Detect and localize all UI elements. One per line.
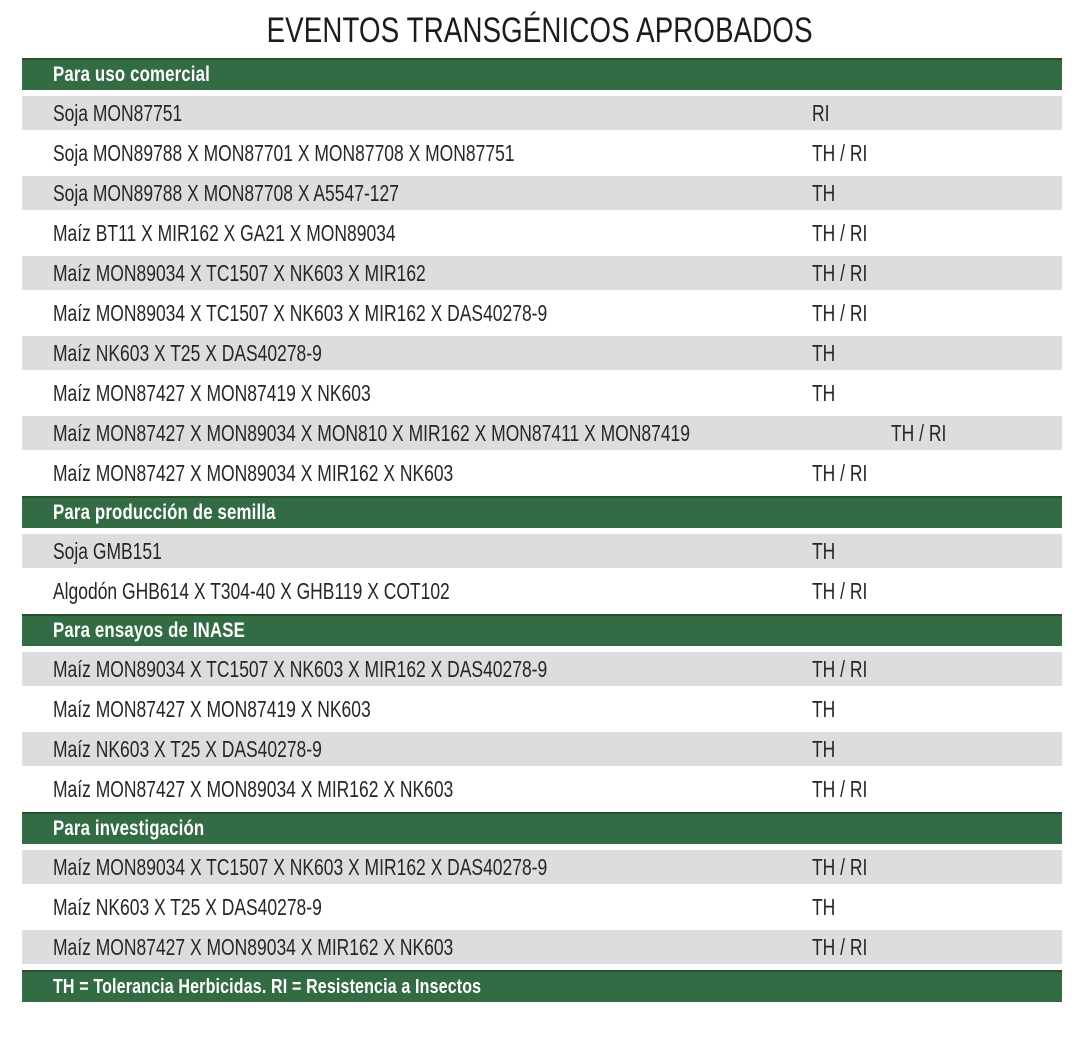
event-name: Maíz MON87427 X MON89034 X MON810 X MIR162 X MON87411 X MON87419 <box>53 419 691 446</box>
event-name-cell <box>22 578 812 605</box>
event-name-cell <box>22 776 812 803</box>
table-row <box>22 534 1062 568</box>
trait-tag: TH / RI <box>812 775 868 802</box>
event-name-cell <box>22 656 812 683</box>
trait-tag-cell <box>812 736 1062 763</box>
event-name: Maíz NK603 X T25 X DAS40278-9 <box>53 339 322 366</box>
event-name-cell <box>22 894 812 921</box>
event-name: Algodón GHB614 X T304-40 X GHB119 X COT102 <box>53 577 450 604</box>
legend-container <box>22 970 1062 1002</box>
trait-tag: TH / RI <box>812 259 868 286</box>
trait-tag: TH <box>812 735 836 762</box>
event-name-cell <box>22 854 812 881</box>
table-row <box>22 416 1062 450</box>
event-name: Maíz MON87427 X MON89034 X MIR162 X NK603 <box>53 775 454 802</box>
event-name: Maíz MON87427 X MON89034 X MIR162 X NK603 <box>53 933 454 960</box>
event-name-cell <box>22 736 812 763</box>
trait-tag-cell <box>812 460 1062 487</box>
table-row <box>22 574 1062 608</box>
trait-tag-cell <box>812 100 1062 127</box>
trait-tag-cell <box>812 300 1062 327</box>
event-name-cell <box>22 538 812 565</box>
trait-tag-cell <box>812 934 1062 961</box>
trait-tag-cell <box>812 140 1062 167</box>
trait-tag-cell <box>812 776 1062 803</box>
table-row <box>22 96 1062 130</box>
trait-tag-cell <box>812 894 1062 921</box>
event-name: Maíz MON87427 X MON87419 X NK603 <box>53 695 371 722</box>
event-name: Soja MON89788 X MON87708 X A5547-127 <box>53 179 399 206</box>
table-row <box>22 692 1062 726</box>
event-name: Maíz MON87427 X MON87419 X NK603 <box>53 379 371 406</box>
trait-tag: TH / RI <box>891 419 947 446</box>
event-name-cell <box>22 260 812 287</box>
event-name-cell <box>22 300 812 327</box>
table-row <box>22 456 1062 490</box>
trait-tag: TH / RI <box>812 655 868 682</box>
section-header-label: Para ensayos de INASE <box>53 619 245 642</box>
event-name-cell <box>22 100 812 127</box>
section-header-label: Para producción de semilla <box>53 501 276 524</box>
event-name-cell <box>22 420 891 447</box>
table-row <box>22 376 1062 410</box>
table-row <box>22 136 1062 170</box>
trait-tag: TH / RI <box>812 933 868 960</box>
event-name: Maíz MON89034 X TC1507 X NK603 X MIR162 X DAS40278-9 <box>53 299 548 326</box>
table-row <box>22 216 1062 250</box>
section-header-label: Para uso comercial <box>53 63 210 86</box>
table-row <box>22 732 1062 766</box>
trait-tag-cell <box>812 180 1062 207</box>
trait-tag-cell <box>812 340 1062 367</box>
section-header-label: Para investigación <box>53 817 205 840</box>
event-name-cell <box>22 140 812 167</box>
section-header <box>22 614 1062 646</box>
trait-tag-cell <box>812 696 1062 723</box>
event-name: Soja MON87751 <box>53 99 183 126</box>
table-row <box>22 176 1062 210</box>
table-row <box>22 850 1062 884</box>
table-row <box>22 296 1062 330</box>
table-row <box>22 652 1062 686</box>
trait-tag-cell <box>812 538 1062 565</box>
event-name-cell <box>22 340 812 367</box>
section-header <box>22 58 1062 90</box>
trait-tag-cell <box>812 260 1062 287</box>
event-name: Soja GMB151 <box>53 537 162 564</box>
trait-tag-cell <box>812 220 1062 247</box>
trait-tag: TH <box>812 379 836 406</box>
trait-tag: RI <box>812 99 830 126</box>
event-name: Maíz MON89034 X TC1507 X NK603 X MIR162 X DAS40278-9 <box>53 853 548 880</box>
event-name-cell <box>22 934 812 961</box>
event-name: Maíz BT11 X MIR162 X GA21 X MON89034 <box>53 219 396 246</box>
title-bar <box>0 0 1080 58</box>
legend-bar <box>22 970 1062 1002</box>
table-row <box>22 256 1062 290</box>
trait-tag: TH / RI <box>812 139 868 166</box>
table-row <box>22 772 1062 806</box>
events-table <box>22 58 1062 964</box>
event-name: Maíz NK603 X T25 X DAS40278-9 <box>53 735 322 762</box>
section-header <box>22 496 1062 528</box>
event-name: Maíz MON87427 X MON89034 X MIR162 X NK603 <box>53 459 454 486</box>
trait-tag: TH <box>812 339 836 366</box>
trait-tag: TH / RI <box>812 459 868 486</box>
event-name: Maíz MON89034 X TC1507 X NK603 X MIR162 X DAS40278-9 <box>53 655 548 682</box>
trait-tag: TH / RI <box>812 299 868 326</box>
trait-tag-cell <box>812 578 1062 605</box>
legend-text: TH = Tolerancia Herbicidas. RI = Resistencia a Insectos <box>53 975 482 998</box>
page-title: EVENTOS TRANSGÉNICOS APROBADOS <box>266 11 814 50</box>
event-name-cell <box>22 220 812 247</box>
trait-tag: TH <box>812 179 836 206</box>
trait-tag-cell <box>812 656 1062 683</box>
trait-tag: TH / RI <box>812 577 868 604</box>
table-row <box>22 890 1062 924</box>
table-row <box>22 930 1062 964</box>
trait-tag-cell <box>812 854 1062 881</box>
event-name-cell <box>22 180 812 207</box>
event-name: Maíz NK603 X T25 X DAS40278-9 <box>53 893 322 920</box>
trait-tag-cell <box>812 380 1062 407</box>
trait-tag: TH <box>812 537 836 564</box>
event-name: Maíz MON89034 X TC1507 X NK603 X MIR162 <box>53 259 426 286</box>
trait-tag: TH <box>812 893 836 920</box>
section-header <box>22 812 1062 844</box>
event-name: Soja MON89788 X MON87701 X MON87708 X MON87751 <box>53 139 515 166</box>
event-name-cell <box>22 380 812 407</box>
trait-tag-cell <box>891 420 1080 447</box>
trait-tag: TH <box>812 695 836 722</box>
event-name-cell <box>22 696 812 723</box>
table-row <box>22 336 1062 370</box>
trait-tag: TH / RI <box>812 853 868 880</box>
trait-tag: TH / RI <box>812 219 868 246</box>
event-name-cell <box>22 460 812 487</box>
